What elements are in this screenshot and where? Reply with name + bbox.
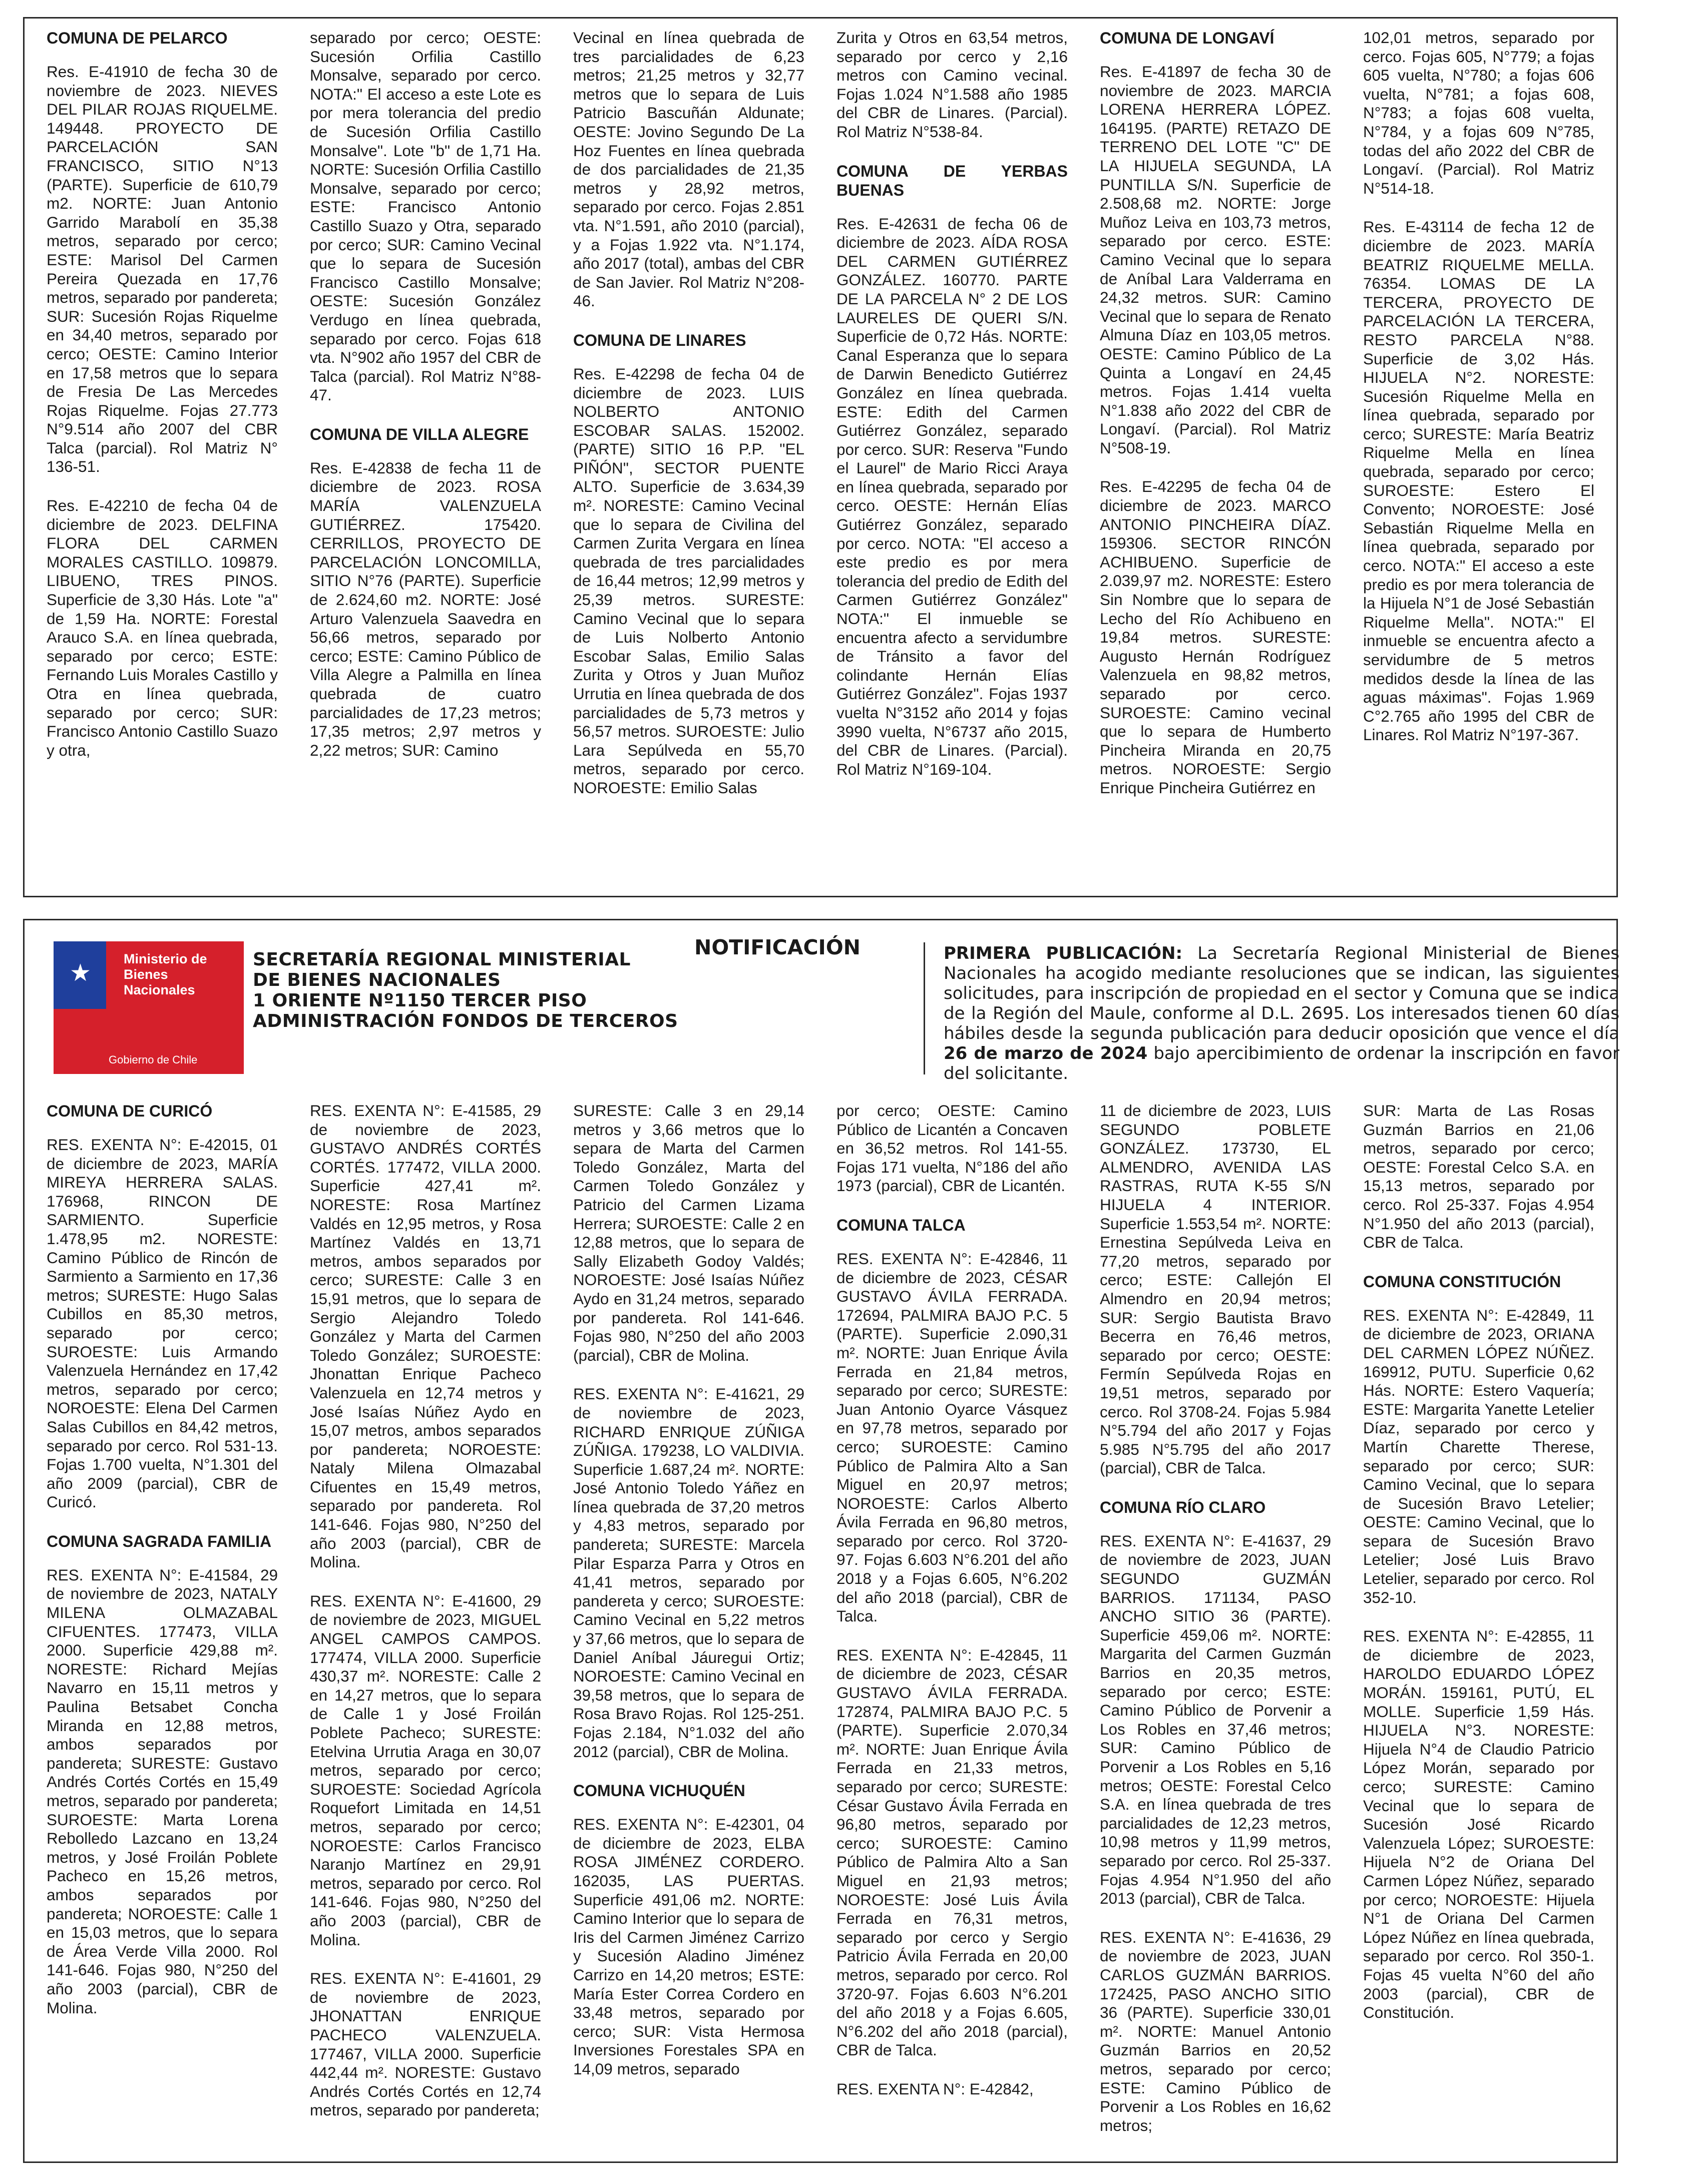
resolution-entry: 102,01 metros, separado por cerco. Fojas 605, N°779; a fojas 605 vuelta, N°780; a fojas 606 vuelta, N°781; a fojas 608, N°783; a fojas 608 vuelta, N°784, y a fojas 609 N°785, todas del año 2022 del CBR de Longaví. (Parcial). Rol Matriz N°514-18.: [1363, 29, 1594, 197]
resolution-entry: Res. E-42838 de fecha 11 de diciembre de 2023. ROSA MARÍA VALENZUELA GUTIÉRREZ. 175420. CERRILLOS, PROYECTO DE PARCELACIÓN LONCOMILLA, SITIO N°76 (PARTE). Superficie de 2.624,60 m2. NORTE: José Arturo Valenzuela Saavedra en 56,66 metros, separado por cerco; ESTE: Camino Público de Villa Alegre a Palmilla en línea quebrada de cuatro parcialidades de 17,23 metros; 17,35 metros; 2,97 metros y 2,22 metros; SUR: Camino: [310, 458, 541, 759]
comuna-heading: COMUNA RÍO CLARO: [1100, 1498, 1266, 1516]
resolution-entry: RES. EXENTA N°: E-42855, 11 de diciembre de 2023, HAROLDO EDUARDO LÓPEZ MORÁN. 159161, PUTÚ, EL MOLLE. Superficie 1,59 Hás. HIJUELA N°3. NORESTE: Hijuela N°4 de Claudio Patricio López Morán, separado por cerco; SURESTE: Camino Vecinal que lo separa de Sucesión José Ricardo Valenzuela López; SUROESTE: Hijuela N°2 de Oriana Del Carmen López Núñez, separado por cerco; NOROESTE: Hijuela N°1 de Oriana Del Carmen López Núñez en línea quebrada, separado por cerco. Rol 350-1. Fojas 45 vuelta N°60 del año 2003 (parcial), CBR de Constitución.: [1363, 1627, 1594, 2022]
resolution-entry: RES. EXENTA N°: E-42845, 11 de diciembre de 2023, CÉSAR GUSTAVO ÁVILA FERRADA. 172874, PALMIRA BAJO P.C. 5 (PARTE). Superficie 2.070,34 m². NORTE: Juan Enrique Ávila Ferrada en 21,33 metros, separado por cerco; SURESTE: César Gustavo Ávila Ferrada en 96,80 metros, separado por cerco; SUROESTE: Camino Público de Palmira Alto a San Miguel en 21,93 metros; NOROESTE: José Luis Ávila Ferrada en 76,31 metros, separado por cerco y Sergio Patricio Ávila Ferrada en 20,00 metros, separado por cerco. Rol 3720-97. Fojas 6.603 N°6.201 del año 2018 y a Fojas 6.605, N°6.202 del año 2018 (parcial), CBR de Talca.: [836, 1646, 1068, 2059]
resolution-entry: Res. E-42210 de fecha 04 de diciembre de 2023. DELFINA FLORA DEL CARMEN MORALES CASTILLO. 109879. LIBUENO, TRES PINOS. Superficie de 3,30 Hás. Lote "a" de 1,59 Ha. NORTE: Forestal Arauco S.A. en línea quebrada, separado por cerco; ESTE: Fernando Luis Morales Castillo y Otra en línea quebrada, separado por cerco; SUR: Francisco Antonio Castillo Suazo y otra,: [47, 496, 278, 759]
comuna-heading: COMUNA DE YERBAS BUENAS: [836, 162, 1068, 199]
notification-title: NOTIFICACIÓN: [694, 935, 861, 959]
resolution-entry: separado por cerco; OESTE: Sucesión Orfilia Castillo Monsalve, separado por cerco. NOTA:" El acceso a este Lote es por mera tolerancia del predio de Sucesión Orfilia Castillo Monsalve". Lote "b" de 1,71 Ha. NORTE: Sucesión Orfilia Castillo Monsalve, separado por cerco; ESTE: Francisco Antonio Castillo Suazo y Otra, separado por cerco; SUR: Camino Vecinal que lo separa de Sucesión Francisco Castillo Monsalve; OESTE: Sucesión González Verdugo en línea quebrada, separado por cerco. Fojas 618 vta. N°902 año 1957 del CBR de Talca (parcial). Rol Matriz N°88-47.: [310, 29, 541, 404]
comuna-heading: COMUNA DE VILLA ALEGRE: [310, 425, 529, 443]
resolution-entry: RES. EXENTA N°: E-42301, 04 de diciembre de 2023, ELBA ROSA JIMÉNEZ CORDERO. 162035, LAS PUERTAS. Superficie 491,06 m2. NORTE: Camino Interior que lo separa de Iris del Carmen Jiménez Carrizo y Sucesión Aladino Jiménez Carrizo en 14,20 metros; ESTE: María Ester Correa Cordero en 33,48 metros, separado por cerco; SUR: Vista Hermosa Inversiones Forestales SPA en 14,09 metros, separado: [573, 1815, 804, 2078]
comuna-heading: COMUNA TALCA: [836, 1216, 966, 1234]
comuna-heading: COMUNA DE LINARES: [573, 331, 746, 349]
resolution-entry: RES. EXENTA N°: E-41584, 29 de noviembre de 2023, NATALY MILENA OLMAZABAL CIFUENTES. 177473, VILLA 2000. Superficie 429,88 m². NORESTE: Richard Mejías Navarro en 15,11 metros y Paulina Betsabet Concha Miranda en 12,88 metros, ambos separados por pandereta; SURESTE: Gustavo Andrés Cortés Cortés en 15,49 metros, separado por pandereta; SUROESTE: Marta Lorena Rebolledo Lazcano en 13,24 metros, y José Froilán Poblete Pacheco en 15,26 metros, ambos separados por pandereta; NOROESTE: Calle 1 en 15,03 metros, que lo separa de Área Verde Villa 2000. Rol 141-646. Fojas 980, N°250 del año 2003 (parcial), CBR de Molina.: [47, 1565, 278, 2017]
text-column: [836, 29, 1068, 886]
logo-footer: Gobierno de Chile: [109, 1053, 198, 1066]
top-columns: [25, 29, 1616, 886]
resolution-entry: Res. E-43114 de fecha 12 de diciembre de 2023. MARÍA BEATRIZ RIQUELME MELLA. 76354. LOMAS DE LA TERCERA, PROYECTO DE PARCELACIÓN LA TERCERA, RESTO PARCELA N°88. Superficie de 3,02 Hás. HIJUELA N°2. NORESTE: Sucesión Riquelme Mella en línea quebrada, separado por cerco; SURESTE: María Beatriz Riquelme Mella en línea quebrada, separado por cerco; SUROESTE: Estero El Convento; NOROESTE: José Sebastián Riquelme Mella en línea quebrada, separado por cerco. NOTA:" El acceso a este predio es por mera tolerancia de la Hijuela N°1 de José Sebastián Riquelme Mella". NOTA:" El inmueble se encuentra afecto a servidumbre de 5 metros medidos desde la línea de las aguas máximas". Fojas 1.969 C°2.765 año 1995 del CBR de Linares. Rol Matriz N°197-367.: [1363, 218, 1594, 744]
resolution-entry: SUR: Marta de Las Rosas Guzmán Barrios en 21,06 metros, separado por cerco; OESTE: Forestal Celco S.A. en 15,13 metros, separado por cerco. Rol 25-337. Fojas 4.954 N°1.950 del año 2013 (parcial), CBR de Talca.: [1363, 1102, 1594, 1252]
bottom-notice-box: [23, 919, 1618, 2163]
resolution-entry: RES. EXENTA N°: E-41600, 29 de noviembre de 2023, MIGUEL ANGEL CAMPOS CAMPOS. 177474, VILLA 2000. Superficie 430,37 m². NORESTE: Calle 2 en 14,27 metros, que lo separa de Calle 1 y José Froilán Poblete Pacheco; SURESTE: Etelvina Urrutia Araga en 30,07 metros, separado por cerco; SUROESTE: Sociedad Agrícola Roquefort Limitada en 14,51 metros, separado por cerco; NOROESTE: Carlos Francisco Naranjo Martínez en 29,91 metros, separado por cerco. Rol 141-646. Fojas 980, N°250 del año 2003 (parcial), CBR de Molina.: [310, 1591, 541, 1949]
resolution-entry: RES. EXENTA N°: E-41585, 29 de noviembre de 2023, GUSTAVO ANDRÉS CORTÉS CORTÉS. 177472, VILLA 2000. Superficie 427,41 m². NORESTE: Rosa Martínez Valdés en 12,95 metros, y Rosa Martínez Valdés en 13,71 metros, ambos separados por cerco; SURESTE: Calle 3 en 15,91 metros, que lo separa de Sergio Alejandro Toledo González y Marta del Carmen Toledo González; SUROESTE: Jhonattan Enrique Pacheco Valenzuela en 12,74 metros y José Isaías Núñez Aydo en 15,07 metros, ambos separados por pandereta; NOROESTE: Nataly Milena Olmazabal Cifuentes en 15,49 metros, separado por pandereta. Rol 141-646. Fojas 980, N°250 del año 2003 (parcial), CBR de Molina.: [310, 1102, 541, 1571]
resolution-entry: RES. EXENTA N°: E-42849, 11 de diciembre de 2023, ORIANA DEL CARMEN LÓPEZ NÚÑEZ. 169912, PUTU. Superficie 0,62 Hás. NORTE: Estero Vaquería; ESTE: Margarita Yanette Letelier Díaz, separado por cerco y Martín Charette Therese, separado por cerco; SUR: Camino Vecinal, que lo separa de Sucesión Bravo Letelier; OESTE: Camino Vecinal, que lo separa de Sucesión Bravo Letelier; José Luis Bravo Letelier, separado por cerco. Rol 352-10.: [1363, 1306, 1594, 1606]
resolution-entry: SURESTE: Calle 3 en 29,14 metros y 3,66 metros que lo separa de Marta del Carmen Toledo González, Marta del Carmen Toledo González y Patricio del Carmen Lizama Herrera; SUROESTE: Calle 2 en 12,88 metros, que lo separa de Sally Elizabeth Godoy Valdés; NOROESTE: José Isaías Núñez Aydo en 31,24 metros, separado por pandereta. Rol 141-646. Fojas 980, N°250 del año 2003 (parcial), CBR de Molina.: [573, 1102, 804, 1364]
resolution-entry: Res. E-41897 de fecha 30 de noviembre de 2023. MARCIA LORENA HERRERA LÓPEZ. 164195. (PARTE) RETAZO DE TERRENO DEL LOTE "C" DE LA HIJUELA SEGUNDA, LA PUNTILLA S/N. Superficie de 2.508,68 m2. NORTE: Jorge Muñoz Leiva en 103,73 metros, separado por cerco. ESTE: Camino Vecinal que lo separa de Aníbal Lara Valderrama en 24,32 metros. SUR: Camino Vecinal que lo separa de Renato Almuna Díaz en 103,05 metros. OESTE: Camino Público de La Quinta a Longaví en 24,45 metros. Fojas 1.414 vuelta N°1.838 año 2022 del CBR de Longaví. (Parcial). Rol Matriz N°508-19.: [1100, 63, 1331, 457]
text-column: [1100, 1102, 1331, 2151]
text-column: [1363, 1102, 1594, 2151]
text-column: [1100, 29, 1331, 886]
ministry-logo: [54, 941, 244, 1075]
publication-text: PRIMERA PUBLICACIÓN: La Secretaría Regional Ministerial de Bienes Nacionales ha acogido mediante resoluciones que se indican, las siguientes solicitudes, para inscripción de propiedad en el sector y Comuna que se indica de la Región del Maule, conforme al D.L. 2695. Los interesados tienen 60 días hábiles desde la segunda publicación para deducir oposición que vence el día 26 de marzo de 2024 bajo apercibimiento de ordenar la inscripción en favor del solicitante.: [944, 943, 1619, 1083]
text-column: [1363, 29, 1594, 886]
header-divider: [924, 942, 925, 1074]
resolution-entry: 11 de diciembre de 2023, LUIS SEGUNDO POBLETE GONZÁLEZ. 173730, EL ALMENDRO, AVENIDA LAS RASTRAS, RUTA K-55 S/N HIJUELA 4 INTERIOR. Superficie 1.553,54 m². NORTE: Ernestina Sepúlveda Leiva en 77,20 metros, separado por cerco; ESTE: Callejón El Almendro en 20,94 metros; SUR: Sergio Bautista Bravo Becerra en 76,46 metros, separado por cerco; OESTE: Fermín Sepúlveda Rojas en 19,51 metros, separado por cerco. Rol 3708-24. Fojas 5.984 N°5.794 del año 2017 y Fojas 5.985 N°5.795 del año 2017 (parcial), CBR de Talca.: [1100, 1102, 1331, 1477]
resolution-entry: Res. E-42298 de fecha 04 de diciembre de 2023. LUIS NOLBERTO ANTONIO ESCOBAR SALAS. 152002. (PARTE) SITIO 16 P.P. "EL PIÑÓN", SECTOR PUENTE ALTO. Superficie de 3.634,39 m². NORESTE: Camino Vecinal que lo separa de Civilina del Carmen Zurita Vergara en línea quebrada de tres parcialidades de 16,44 metros; 12,99 metros y 25,39 metros. SURESTE: Camino Vecinal que lo separa de Luis Nolberto Antonio Escobar Salas, Emilio Salas Zurita y Otros y Juan Muñoz Urrutia en línea quebrada de dos parcialidades de 5,73 metros y 56,57 metros. SUROESTE: Julio Lara Sepúlveda en 55,70 metros, separado por cerco. NOROESTE: Emilio Salas: [573, 364, 804, 797]
comuna-heading: COMUNA VICHUQUÉN: [573, 1782, 745, 1800]
resolution-entry: Zurita y Otros en 63,54 metros, separado por cerco y 2,16 metros con Camino vecinal. Fojas 1.024 N°1.588 año 1985 del CBR de Linares. (Parcial). Rol Matriz N°538-84.: [836, 29, 1068, 141]
resolution-entry: Res. E-42631 de fecha 06 de diciembre de 2023. AÍDA ROSA DEL CARMEN GUTIÉRREZ GONZÁLEZ. 160770. PARTE DE LA PARCELA N° 2 DE LOS LAURELES DE QUERI S/N. Superficie de 0,72 Hás. NORTE: Canal Esperanza que lo separa de Darwin Benedicto Gutiérrez González en línea quebrada. ESTE: Edith del Carmen Gutiérrez González, separado por cerco. SUR: Reserva "Fundo el Laurel" de Mario Ricci Araya en línea quebrada, separado por cerco. OESTE: Hernán Elías Gutiérrez González, separado por cerco. NOTA: "El acceso a este predio es por mera tolerancia del predio de Edith del Carmen Gutiérrez González" NOTA:" El inmueble se encuentra afecto a servidumbre de Tránsito a favor del colindante Hernán Elías Gutiérrez González". Fojas 1937 vuelta N°3152 año 2014 y fojas 3990 vuelta, N°6737 año 2015, del CBR de Linares. (Parcial). Rol Matriz N°169-104.: [836, 214, 1068, 778]
text-column: [310, 1102, 541, 2151]
resolution-entry: RES. EXENTA N°: E-41636, 29 de noviembre de 2023, JUAN CARLOS GUZMÁN BARRIOS. 172425, PASO ANCHO SITIO 36 (PARTE). Superficie 330,01 m². NORTE: Manuel Antonio Guzmán Barrios en 20,52 metros, separado por cerco; ESTE: Camino Público de Porvenir a Los Robles en 16,62 metros;: [1100, 1928, 1331, 2134]
top-notice-box: [23, 17, 1618, 897]
ministry-address: SECRETARÍA REGIONAL MINISTERIAL DE BIENES NACIONALES 1 ORIENTE Nº1150 TERCER PISO ADMINISTRACIÓN FONDOS DE TERCEROS: [253, 949, 678, 1031]
comuna-heading: COMUNA SAGRADA FAMILIA: [47, 1532, 272, 1550]
text-column: [47, 1102, 278, 2151]
text-column: [310, 29, 541, 886]
resolution-entry: RES. EXENTA N°: E-41621, 29 de noviembre de 2023, RICHARD ENRIQUE ZÚÑIGA ZÚÑIGA. 179238, LO VALDIVIA. Superficie 1.687,24 m². NORTE: José Antonio Toledo Yáñez en línea quebrada de 37,20 metros y 4,83 metros, separado por pandereta; SURESTE: Marcela Pilar Esparza Parra y Otros en 41,41 metros, separado por pandereta y cerco; SUROESTE: Camino Vecinal en 5,22 metros y 37,66 metros, que lo separa de Daniel Aníbal Jáuregui Ortiz; NOROESTE: Camino Vecinal en 39,58 metros, que lo separa de Rosa Bravo Rojas. Rol 125-251. Fojas 2.184, N°1.032 del año 2012 (parcial), CBR de Molina.: [573, 1385, 804, 1761]
star-icon: ★: [70, 960, 92, 986]
text-column: [573, 29, 804, 886]
comuna-heading: COMUNA DE CURICÓ: [47, 1102, 213, 1120]
resolution-entry: por cerco; OESTE: Camino Público de Licantén a Concaven en 36,52 metros. Rol 141-55. Fojas 171 vuelta, N°186 del año 1973 (parcial), CBR de Licantén.: [836, 1102, 1068, 1195]
resolution-entry: Vecinal en línea quebrada de tres parcialidades de 6,23 metros; 21,25 metros y 32,77 metros que lo separa de Luis Patricio Bascuñán Aldunate; OESTE: Jovino Segundo De La Hoz Fuentes en línea quebrada de dos parcialidades de 21,35 metros y 28,92 metros, separado por cerco. Fojas 2.851 vta. N°1.591, año 2010 (parcial), y a Fojas 1.922 vta. N°1.174, año 2017 (total), ambas del CBR de San Javier. Rol Matriz N°208-46.: [573, 29, 804, 310]
text-column: [47, 29, 278, 886]
resolution-entry: RES. EXENTA N°: E-42015, 01 de diciembre de 2023, MARÍA MIREYA HERRERA SALAS. 176968, RINCON DE SARMIENTO. Superficie 1.478,95 m2. NORESTE: Camino Público de Rincón de Sarmiento a Sarmiento en 17,36 metros; SURESTE: Hugo Salas Cubillos en 85,30 metros, separado por cerco; SUROESTE: Luis Armando Valenzuela Hernández en 17,42 metros, separado por cerco; NOROESTE: Elena Del Carmen Salas Cubillos en 84,42 metros, separado por cerco. Rol 531-13. Fojas 1.700 vuelta, N°1.301 del año 2009 (parcial), CBR de Curicó.: [47, 1136, 278, 1511]
notice-header: [25, 920, 1619, 1090]
resolution-entry: Res. E-42295 de fecha 04 de diciembre de 2023. MARCO ANTONIO PINCHEIRA DÍAZ. 159306. SECTOR RINCÓN ACHIBUENO. Superficie de 2.039,97 m2. NORESTE: Estero Sin Nombre que lo separa de Lecho del Río Achibueno en 19,84 metros. SURESTE: Augusto Hernán Rodríguez Valenzuela en 98,82 metros, separado por cerco. SUROESTE: Camino vecinal que lo separa de Humberto Pincheira Miranda en 20,75 metros. NOROESTE: Sergio Enrique Pincheira Gutiérrez en: [1100, 477, 1331, 797]
comuna-heading: COMUNA DE PELARCO: [47, 29, 228, 47]
text-column: [836, 1102, 1068, 2151]
comuna-heading: COMUNA DE LONGAVÍ: [1100, 29, 1274, 47]
text-column: [573, 1102, 804, 2151]
resolution-entry: RES. EXENTA N°: E-42846, 11 de diciembre de 2023, CÉSAR GUSTAVO ÁVILA FERRADA. 172694, PALMIRA BAJO P.C. 5 (PARTE). Superficie 2.090,31 m². NORTE: Juan Enrique Ávila Ferrada en 21,84 metros, separado por cerco; SURESTE: Juan Antonio Oyarce Vásquez en 97,78 metros, separado por cerco; SUROESTE: Camino Público de Palmira Alto a San Miguel en 20,97 metros; NOROESTE: Carlos Alberto Ávila Ferrada en 96,80 metros, separado por cerco. Rol 3720-97. Fojas 6.603 N°6.201 del año 2018 y a Fojas 6.605, N°6.202 del año 2018 (parcial), CBR de Talca.: [836, 1249, 1068, 1625]
logo-text: Ministerio de Bienes Nacionales: [124, 951, 207, 997]
resolution-entry: RES. EXENTA N°: E-41637, 29 de noviembre de 2023, JUAN SEGUNDO GUZMÁN BARRIOS. 171134, PASO ANCHO SITIO 36 (PARTE). Superficie 459,06 m². NORTE: Margarita del Carmen Guzmán Barrios en 20,35 metros, separado por cerco; ESTE: Camino Público de Porvenir a Los Robles en 37,46 metros; SUR: Camino Público de Porvenir a Los Robles en 5,16 metros; OESTE: Forestal Celco S.A. en línea quebrada de tres parcialidades de 12,23 metros, 10,98 metros y 11,99 metros, separado por cerco. Rol 25-337. Fojas 4.954 N°1.950 del año 2013 (parcial), CBR de Talca.: [1100, 1531, 1331, 1908]
resolution-entry: RES. EXENTA N°: E-42842,: [836, 2079, 1034, 2098]
bottom-columns: [25, 1102, 1616, 2151]
resolution-entry: Res. E-41910 de fecha 30 de noviembre de 2023. NIEVES DEL PILAR ROJAS RIQUELME. 149448. PROYECTO DE PARCELACIÓN SAN FRANCISCO, SITIO N°13 (PARTE). Superficie de 610,79 m2. NORTE: Juan Antonio Garrido Marabolí en 35,38 metros, separado por cerco; ESTE: Marisol Del Carmen Pereira Quezada en 17,76 metros, separado por pandereta; SUR: Sucesión Rojas Riquelme en 34,40 metros, separado por cerco; OESTE: Camino Interior en 17,58 metros que lo separa de Fresia De Las Mercedes Rojas Riquelme. Fojas 27.773 N°9.514 año 2007 del CBR Talca (parcial). Rol Matriz N° 136-51.: [47, 63, 278, 476]
comuna-heading: COMUNA CONSTITUCIÓN: [1363, 1272, 1561, 1291]
resolution-entry: RES. EXENTA N°: E-41601, 29 de noviembre de 2023, JHONATTAN ENRIQUE PACHECO VALENZUELA. 177467, VILLA 2000. Superficie 442,44 m². NORESTE: Gustavo Andrés Cortés Cortés en 12,74 metros, separado por pandereta;: [310, 1969, 541, 2119]
